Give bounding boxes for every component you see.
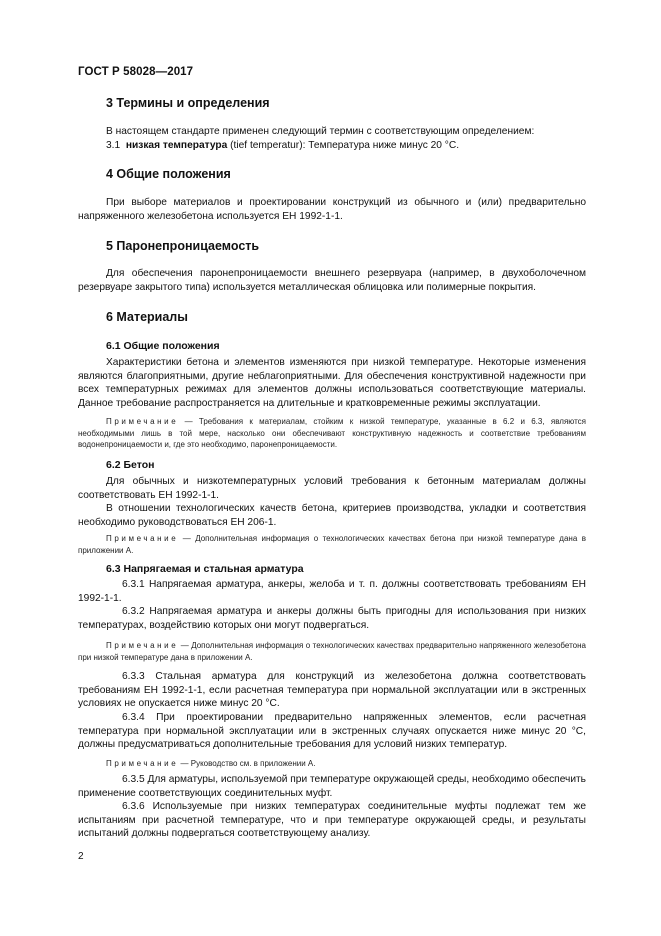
clause-6-3-5: 6.3.5 Для арматуры, используемой при температуре окружающей среды, необходимо обеспечить применение соответствующих соединительных муфт. xyxy=(78,774,586,799)
clause-6-3-1: 6.3.1 Напрягаемая арматура, анкеры, желоба и т. п. должны соответствовать требованиям ЕН 1992-1-1. xyxy=(78,579,586,604)
term-3-1 xyxy=(78,139,586,153)
clause-6-3-4: 6.3.4 При проектировании предварительно напряженных элементов, если расчетная температура при нормальной эксплуатации или в экстренных случаях опускается ниже минус 20 °С, должны предусматриваться дополнительные требования для условий низких температур. xyxy=(78,712,586,750)
section-4-title: 4 Общие положения xyxy=(106,167,231,181)
document-header: ГОСТ Р 58028—2017 xyxy=(78,66,194,78)
note-text: — Требования к материалам, стойким к низкой температуре, указанные в 6.2 и 6.3, являются необходимыми лишь в той мере, насколько они обеспечивают конструктивную надежность и соответствие требованиям водонепроницаемости и, где это необходимо, паронепроницаемости. xyxy=(78,417,586,449)
subsection-6-1-paragraph: Характеристики бетона и элементов изменяются при низкой температуре. Некоторые изменения являются благоприятными, другие неблагоприятными. Для обеспечения конструктивной надежности при всех температурных режимах для элементов должны использоваться соответствующие материалы. Данное требование распространяется на длительные и кратковременные режимы эксплуатации. xyxy=(78,357,586,409)
note-text: — Руководство см. в приложении А. xyxy=(178,759,316,768)
term-definition: (tief temperatur): Температура ниже минус 20 °С. xyxy=(227,140,460,151)
subsection-6-1-title: 6.1 Общие положения xyxy=(106,340,220,352)
section-3-title: 3 Термины и определения xyxy=(106,96,270,110)
section-5-title: 5 Паронепроницаемость xyxy=(106,239,260,253)
note-label: Примечание xyxy=(106,641,179,650)
subsection-6-3-title: 6.3 Напрягаемая и стальная арматура xyxy=(106,563,304,575)
term-number: 3.1 xyxy=(106,140,121,151)
subsection-6-2-paragraph-1: Для обычных и низкотемпературных условий требования к бетонным материалам должны соответствовать ЕН 1992-1-1. xyxy=(78,476,586,501)
note-6-3-2 xyxy=(78,640,586,663)
note-6-1 xyxy=(78,416,586,451)
section-4-paragraph: При выборе материалов и проектировании конструкций из обычного и (или) предварительно напряженного железобетона используется ЕН 1992-1-1. xyxy=(78,197,586,222)
note-6-2 xyxy=(78,533,586,556)
section-6-title: 6 Материалы xyxy=(106,310,188,324)
section-3-intro: В настоящем стандарте применен следующий термин с соответствующим определением: xyxy=(106,126,535,137)
clause-6-3-2: 6.3.2 Напрягаемая арматура и анкеры должны быть пригодны для использования при низких температурах, воздействию которых они могут подвергаться. xyxy=(78,606,586,631)
note-text: — Дополнительная информация о технологических качествах предварительно напряженного железобетона при низкой температуре дана в приложении А. xyxy=(78,641,586,662)
subsection-6-2-title: 6.2 Бетон xyxy=(106,459,155,471)
note-label: Примечание xyxy=(106,759,179,768)
note-6-3-4 xyxy=(78,758,586,770)
subsection-6-2-paragraph-2: В отношении технологических качеств бетона, критериев производства, укладки и соответствия необходимо руководствоваться ЕН 206-1. xyxy=(78,503,586,528)
page-number: 2 xyxy=(78,851,84,862)
clause-6-3-3: 6.3.3 Стальная арматура для конструкций из железобетона должна соответствовать требованиям ЕН 1992-1-1, если расчетная температура при нормальной эксплуатации или в экстренных условиях не опускается ниже минус 20 °С. xyxy=(78,671,586,709)
note-text: — Дополнительная информация о технологических качествах бетона при низкой температуре дана в приложении А. xyxy=(78,534,586,555)
clause-6-3-6: 6.3.6 Используемые при низких температурах соединительные муфты подлежат тем же испытаниям при расчетной температуре, что и при температуре окружающей среды, и результаты испытаний должны подвергаться соответствующему анализу. xyxy=(78,801,586,839)
section-5-paragraph: Для обеспечения паронепроницаемости внешнего резервуара (например, в двухоболочечном резервуаре закрытого типа) используется металлическая облицовка или полимерные покрытия. xyxy=(78,268,586,293)
term-name: низкая температура xyxy=(125,140,228,151)
note-label: Примечание xyxy=(106,534,179,543)
note-label: Примечание xyxy=(106,417,179,426)
